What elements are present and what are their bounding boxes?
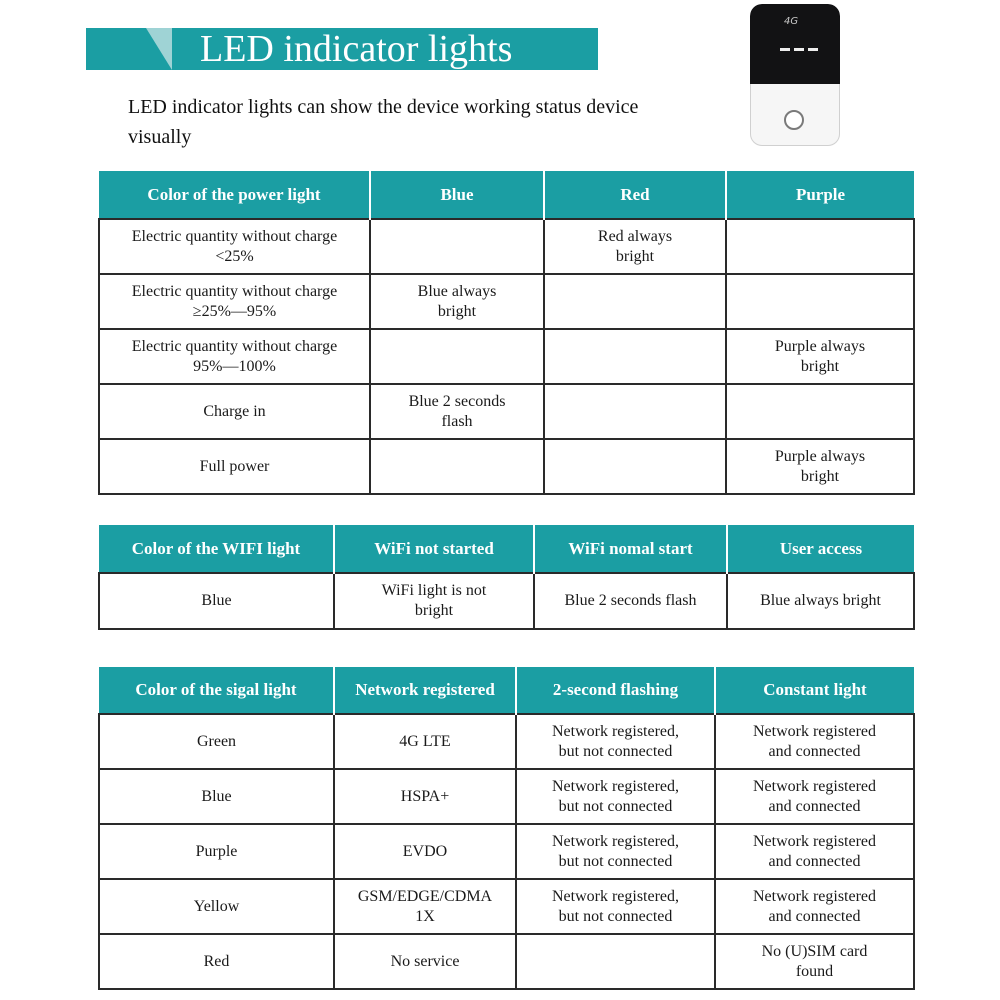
- device-led-wifi: [794, 48, 804, 51]
- column-header: Blue: [370, 171, 544, 219]
- device-power-button: [784, 110, 804, 130]
- table-cell: Electric quantity without charge <25%: [99, 219, 370, 274]
- column-header: WiFi not started: [334, 525, 534, 573]
- table-cell: Network registered and connected: [715, 824, 914, 879]
- table-cell: Blue always bright: [370, 274, 544, 329]
- table-row: [99, 274, 914, 329]
- page-title: LED indicator lights: [200, 28, 513, 70]
- table-cell: HSPA+: [334, 769, 516, 824]
- column-header: Color of the power light: [99, 171, 370, 219]
- table-cell: Network registered and connected: [715, 714, 914, 769]
- router-device-image: [750, 4, 840, 146]
- table-cell: Blue 2 seconds flash: [370, 384, 544, 439]
- column-header: 2-second flashing: [516, 667, 715, 714]
- table-cell: Charge in: [99, 384, 370, 439]
- device-screen: [750, 4, 840, 84]
- power-light-table: [98, 171, 915, 495]
- table-cell: [370, 219, 544, 274]
- table-row: [99, 329, 914, 384]
- table-row: [99, 714, 914, 769]
- table-cell: [726, 274, 914, 329]
- table-cell: Yellow: [99, 879, 334, 934]
- table-cell: Blue: [99, 573, 334, 629]
- table-cell: GSM/EDGE/CDMA 1X: [334, 879, 516, 934]
- table-row: [99, 824, 914, 879]
- table-cell: No (U)SIM card found: [715, 934, 914, 989]
- table-cell: [544, 274, 726, 329]
- table-cell: Purple always bright: [726, 439, 914, 494]
- column-header: Network registered: [334, 667, 516, 714]
- table-row: [99, 384, 914, 439]
- table-cell: Green: [99, 714, 334, 769]
- table-cell: Network registered and connected: [715, 769, 914, 824]
- column-header: WiFi nomal start: [534, 525, 727, 573]
- device-logo: 4G: [784, 16, 799, 27]
- table-cell: Electric quantity without charge ≥25%—95%: [99, 274, 370, 329]
- table-header-row: [99, 171, 914, 219]
- table-cell: Purple: [99, 824, 334, 879]
- column-header: Constant light: [715, 667, 914, 714]
- column-header: Color of the WIFI light: [99, 525, 334, 573]
- wifi-light-table: [98, 525, 915, 630]
- intro-text: LED indicator lights can show the device working status device visually: [128, 96, 639, 148]
- table-cell: [726, 219, 914, 274]
- table-row: [99, 934, 914, 989]
- table-cell: Network registered, but not connected: [516, 824, 715, 879]
- table-cell: Blue: [99, 769, 334, 824]
- device-led-signal: [808, 48, 818, 51]
- table-header-row: [99, 525, 914, 573]
- table-cell: Red: [99, 934, 334, 989]
- title-banner-notch: [146, 28, 172, 70]
- table-cell: [370, 439, 544, 494]
- column-header: Color of the sigal light: [99, 667, 334, 714]
- table-row: [99, 879, 914, 934]
- table-row: [99, 439, 914, 494]
- column-header: User access: [727, 525, 914, 573]
- table-cell: Blue 2 seconds flash: [534, 573, 727, 629]
- table-cell: EVDO: [334, 824, 516, 879]
- table-cell: Network registered, but not connected: [516, 879, 715, 934]
- table-cell: [544, 329, 726, 384]
- table-cell: Red always bright: [544, 219, 726, 274]
- table-cell: Purple always bright: [726, 329, 914, 384]
- table-cell: [726, 384, 914, 439]
- table-row: [99, 219, 914, 274]
- table-cell: WiFi light is not bright: [334, 573, 534, 629]
- table-row: [99, 769, 914, 824]
- table-cell: [544, 384, 726, 439]
- table-cell: 4G LTE: [334, 714, 516, 769]
- table-cell: Full power: [99, 439, 370, 494]
- table-cell: Network registered, but not connected: [516, 714, 715, 769]
- table-cell: [544, 439, 726, 494]
- table-cell: Electric quantity without charge 95%—100%: [99, 329, 370, 384]
- table-cell: Network registered, but not connected: [516, 769, 715, 824]
- table-cell: [516, 934, 715, 989]
- column-header: Purple: [726, 171, 914, 219]
- table-cell: [370, 329, 544, 384]
- column-header: Red: [544, 171, 726, 219]
- device-led-power: [780, 48, 790, 51]
- table-cell: Blue always bright: [727, 573, 914, 629]
- table-cell: Network registered and connected: [715, 879, 914, 934]
- signal-light-table: [98, 667, 915, 990]
- table-cell: No service: [334, 934, 516, 989]
- table-header-row: [99, 667, 914, 714]
- table-row: [99, 573, 914, 629]
